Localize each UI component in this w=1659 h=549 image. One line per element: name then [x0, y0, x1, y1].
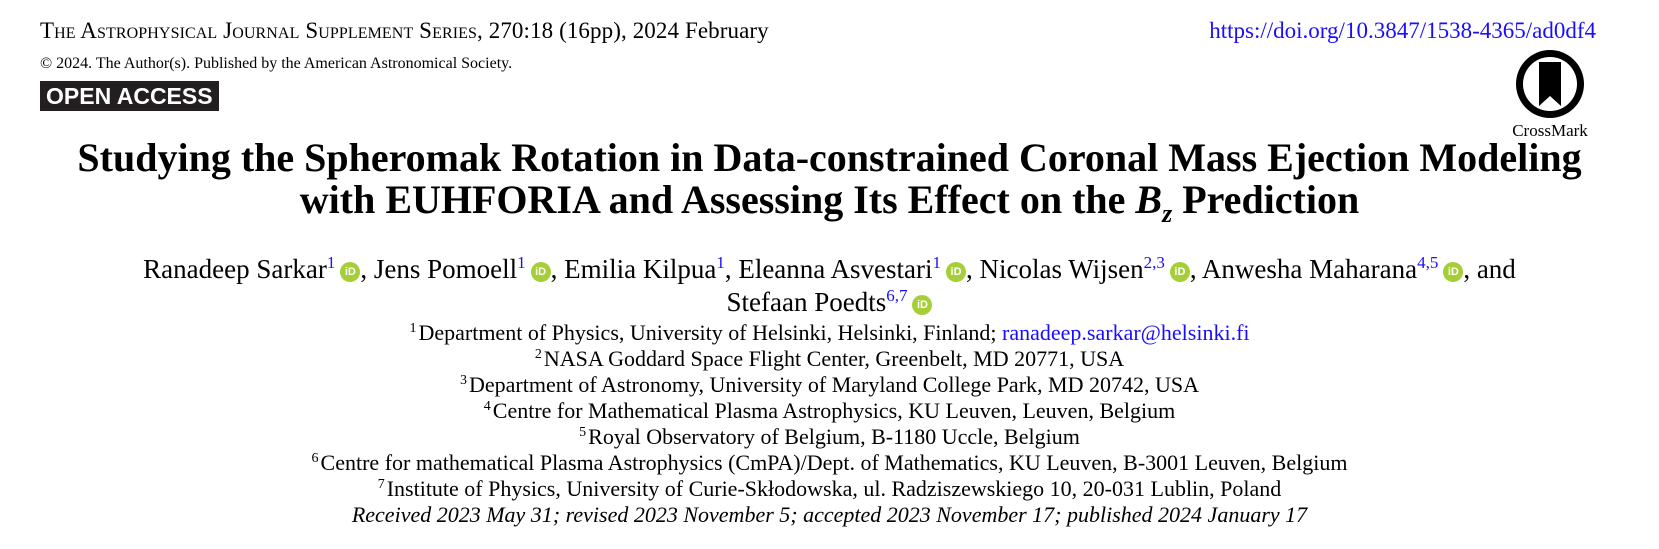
author-name: Nicolas Wijsen: [979, 254, 1144, 284]
author-name: Stefaan Poedts: [726, 287, 887, 317]
orcid-icon[interactable]: iD: [340, 262, 360, 282]
orcid-icon[interactable]: iD: [1443, 262, 1463, 282]
author-name: Emilia Kilpua: [564, 254, 717, 284]
crossmark-label: CrossMark: [1512, 121, 1588, 140]
journal-name: The Astrophysical Journal Supplement Series: [40, 18, 478, 43]
doi-link[interactable]: https://doi.org/10.3847/1538-4365/ad0df4: [1209, 18, 1596, 43]
affiliation-item: [0, 320, 1659, 346]
author-affiliation-ref[interactable]: 2,3: [1143, 253, 1165, 272]
affiliation-item: [0, 372, 1659, 398]
author-affiliation-ref[interactable]: 1: [716, 253, 725, 272]
author-affiliation-ref[interactable]: 6,7: [886, 286, 908, 305]
author: [1202, 254, 1516, 284]
author: [564, 254, 738, 284]
author-affiliation-ref[interactable]: 4,5: [1417, 253, 1439, 272]
affiliation-number: 1: [409, 321, 417, 336]
affiliation-item: [0, 398, 1659, 424]
author-affiliation-ref[interactable]: 1: [326, 253, 336, 272]
author-name: Eleanna Asvestari: [738, 254, 933, 284]
author: [143, 254, 374, 284]
open-access-badge: OPEN ACCESS: [40, 81, 219, 111]
author-list: [0, 253, 1659, 319]
crossmark-icon: [1514, 48, 1586, 120]
bz-variable: B: [1135, 177, 1163, 222]
copyright-notice: © 2024. The Author(s). Published by the American Astronomical Society.: [40, 55, 513, 72]
author-name: Jens Pomoell: [373, 254, 518, 284]
affiliation-number: 2: [534, 347, 542, 362]
affiliation-text: Department of Astronomy, University of Maryland College Park, MD 20742, USA: [469, 372, 1199, 397]
affiliation-text: Centre for mathematical Plasma Astrophysics (CmPA)/Dept. of Mathematics, KU Leuven, B-3001 Leuven, Belgium: [320, 450, 1348, 475]
affiliation-item: [0, 476, 1659, 502]
author-separator: ,: [1189, 254, 1202, 284]
paper-title: [0, 137, 1659, 235]
orcid-icon[interactable]: iD: [531, 262, 551, 282]
affiliation-item: [0, 450, 1659, 476]
title-line-2: with EUHFORIA and Assessing Its Effect on the $B_z$ Prediction: [299, 177, 1360, 228]
author-separator: ,: [724, 254, 739, 284]
author-separator: ,: [550, 254, 565, 284]
title-line-1: Studying the Spheromak Rotation in Data-constrained Coronal Mass Ejection Modeling: [77, 135, 1582, 180]
author: [727, 287, 933, 317]
author: [738, 254, 979, 284]
affiliation-text: Centre for Mathematical Plasma Astrophysics, KU Leuven, Leuven, Belgium: [492, 398, 1176, 423]
affiliation-text: Royal Observatory of Belgium, B-1180 Uccle, Belgium: [588, 424, 1080, 449]
author-line-1: [0, 253, 1659, 286]
author-separator: , and: [1463, 254, 1516, 284]
author: [980, 254, 1202, 284]
affiliation-number: 5: [579, 425, 587, 440]
affiliation-text: Department of Physics, University of Helsinki, Helsinki, Finland;: [418, 320, 1003, 345]
author-separator: ,: [966, 254, 980, 284]
email-link[interactable]: ranadeep.sarkar@helsinki.fi: [1002, 320, 1250, 345]
journal-volume: , 270:18 (16pp), 2024 February: [477, 18, 769, 43]
author-name: Ranadeep Sarkar: [143, 254, 327, 284]
orcid-icon[interactable]: iD: [912, 295, 932, 315]
author: [374, 254, 564, 284]
orcid-icon[interactable]: iD: [1170, 262, 1190, 282]
affiliation-list: [0, 320, 1659, 502]
author-line-2: [0, 286, 1659, 319]
publication-dates: Received 2023 May 31; revised 2023 November 5; accepted 2023 November 17; published 2024 January 17: [351, 502, 1308, 527]
bz-subscript: z: [1162, 199, 1173, 228]
author-affiliation-ref[interactable]: 1: [517, 253, 526, 272]
author-affiliation-ref[interactable]: 1: [932, 253, 942, 272]
crossmark-badge[interactable]: [1508, 48, 1592, 141]
affiliation-item: [0, 424, 1659, 450]
author-separator: ,: [360, 254, 374, 284]
affiliation-number: 4: [483, 399, 491, 414]
affiliation-number: 7: [377, 477, 385, 492]
orcid-icon[interactable]: iD: [946, 262, 966, 282]
affiliation-text: Institute of Physics, University of Curie-Skłodowska, ul. Radziszewskiego 10, 20-031 Lublin, Poland: [386, 476, 1282, 501]
affiliation-item: [0, 346, 1659, 372]
author-name: Anwesha Maharana: [1201, 254, 1418, 284]
affiliation-number: 6: [311, 451, 319, 466]
affiliation-number: 3: [460, 373, 467, 388]
affiliation-text: NASA Goddard Space Flight Center, Greenbelt, MD 20771, USA: [543, 346, 1125, 371]
journal-citation: [40, 18, 769, 44]
